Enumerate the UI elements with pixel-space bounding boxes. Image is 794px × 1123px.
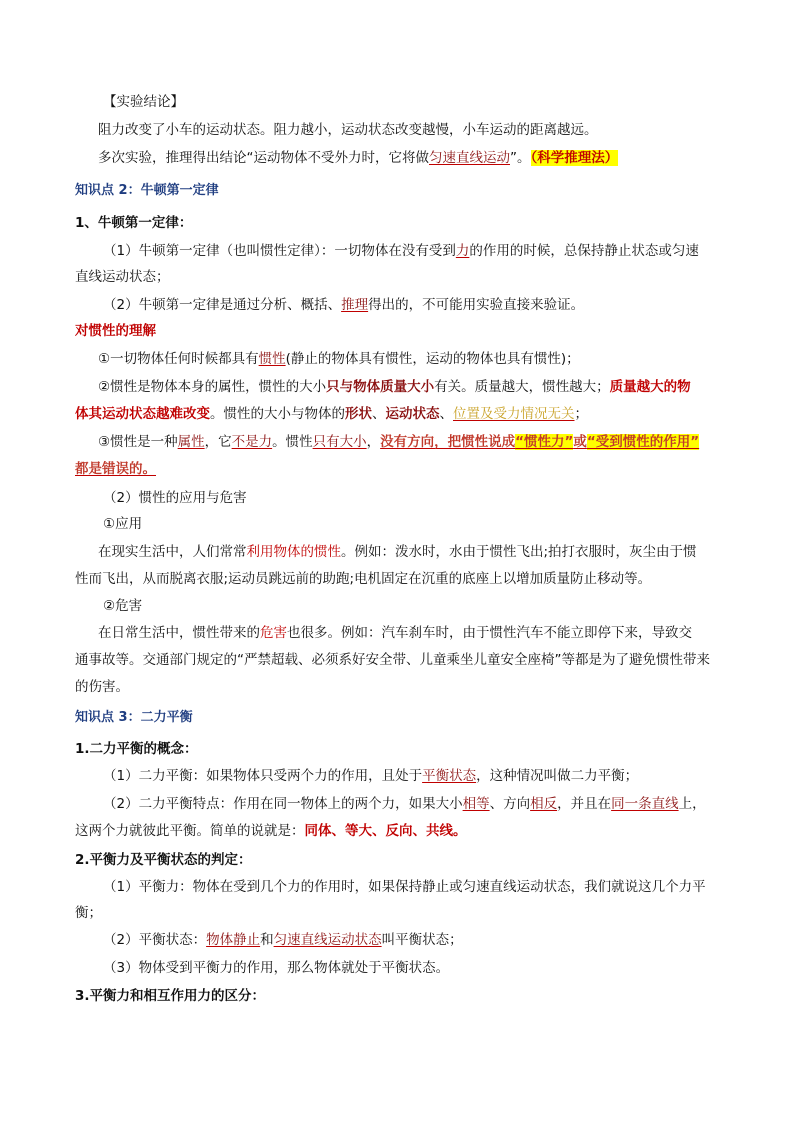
inertia-force-highlight: “惯性力” bbox=[515, 434, 574, 450]
hazard-line-end: 的伤害。 bbox=[75, 679, 129, 695]
balance-conclusion-line: （3）物体受到平衡力的作用，那么物体就处于平衡状态。 bbox=[103, 960, 450, 976]
hazard-line: 在日常生活中，惯性带来的危害也很多。例如：汽车刹车时，由于惯性汽车不能立即停下来，导致交 bbox=[98, 625, 692, 641]
inertia-point-3: ③惯性是一种属性，它不是力。惯性只有大小，没有方向，把惯性说成“惯性力”或“受到惯性的作用” bbox=[98, 434, 700, 450]
inertia-point-2-cont: 体其运动状态越难改变。惯性的大小与物体的形状、运动状态、位置及受力情况无关； bbox=[75, 406, 588, 422]
balance-features: （2）二力平衡特点：作用在同一物体上的两个力，如果大小相等、方向相反，并且在同一条直线上， bbox=[103, 796, 706, 812]
newton-law-line: （1）牛顿第一定律（也叫惯性定律）：一切物体在没有受到力的作用的时候，总保持静止状态或匀速 bbox=[103, 243, 699, 259]
inertia-subtitle: 对惯性的理解 bbox=[75, 323, 156, 339]
experiment-conclusion-line: 阻力改变了小车的运动状态。阻力越小，运动状态改变越慢，小车运动的距离越远。 bbox=[98, 122, 598, 138]
newton-law-verification: （2）牛顿第一定律是通过分析、概括、推理得出的，不可能用实验直接来验证。 bbox=[103, 297, 585, 313]
method-highlight: （科学推理法） bbox=[530, 150, 619, 166]
inertia-point-2: ②惯性是物体本身的属性，惯性的大小只与物体质量大小有关。质量越大，惯性越大；质量越大的物 bbox=[98, 379, 691, 395]
balanced-force-line-cont: 衡； bbox=[75, 905, 102, 921]
balance-definition: （1）二力平衡：如果物体只受两个力的作用，且处于平衡状态，这种情况叫做二力平衡； bbox=[103, 768, 639, 784]
experiment-conclusion-title: 【实验结论】 bbox=[103, 94, 184, 110]
inertia-point-1: ①一切物体任何时候都具有惯性(静止的物体具有惯性，运动的物体也具有惯性)； bbox=[98, 351, 580, 367]
balanced-force-line: （1）平衡力：物体在受到几个力的作用时，如果保持静止或匀速直线运动状态，我们就说这几个力平 bbox=[103, 879, 706, 895]
hazard-line-cont: 通事故等。交通部门规定的“严禁超载、必须系好安全带、儿童乘坐儿童安全座椅”等都是为了避免惯性带来 bbox=[75, 652, 710, 668]
section-heading-balance: 知识点 3：二力平衡 bbox=[75, 710, 193, 725]
balance-judgement-label: 2.平衡力及平衡状态的判定： bbox=[75, 852, 252, 868]
inertia-point-3-cont: 都是错误的。 bbox=[75, 461, 156, 477]
inertia-application-title: （2）惯性的应用与危害 bbox=[103, 490, 247, 506]
application-line: 在现实生活中，人们常常利用物体的惯性。例如：泼水时，水由于惯性飞出;拍打衣服时，灰尘由于惯 bbox=[98, 544, 697, 560]
application-label: ①应用 bbox=[103, 516, 143, 532]
balance-features-cont: 这两个力就彼此平衡。简单的说就是：同体、等大、反向、共线。 bbox=[75, 823, 467, 839]
newton-law-line-cont: 直线运动状态； bbox=[75, 269, 170, 285]
application-line-cont: 性而飞出，从而脱离衣服;运动员跳远前的助跑;电机固定在沉重的底座上以增加质量防止移动等。 bbox=[75, 571, 652, 587]
balance-concept-label: 1.二力平衡的概念： bbox=[75, 741, 198, 757]
hazard-label: ②危害 bbox=[103, 598, 143, 614]
section-heading-newton: 知识点 2：牛顿第一定律 bbox=[75, 183, 219, 198]
newton-law-label: 1、牛顿第一定律： bbox=[75, 215, 193, 231]
force-distinction-label: 3.平衡力和相互作用力的区分： bbox=[75, 988, 266, 1004]
balance-state-line: （2）平衡状态：物体静止和匀速直线运动状态叫平衡状态； bbox=[103, 932, 463, 948]
inertia-action-highlight: “受到惯性的作用” bbox=[586, 434, 700, 450]
experiment-inference-line: 多次实验，推理得出结论“运动物体不受外力时，它将做匀速直线运动”。（科学推理法） bbox=[98, 150, 619, 166]
